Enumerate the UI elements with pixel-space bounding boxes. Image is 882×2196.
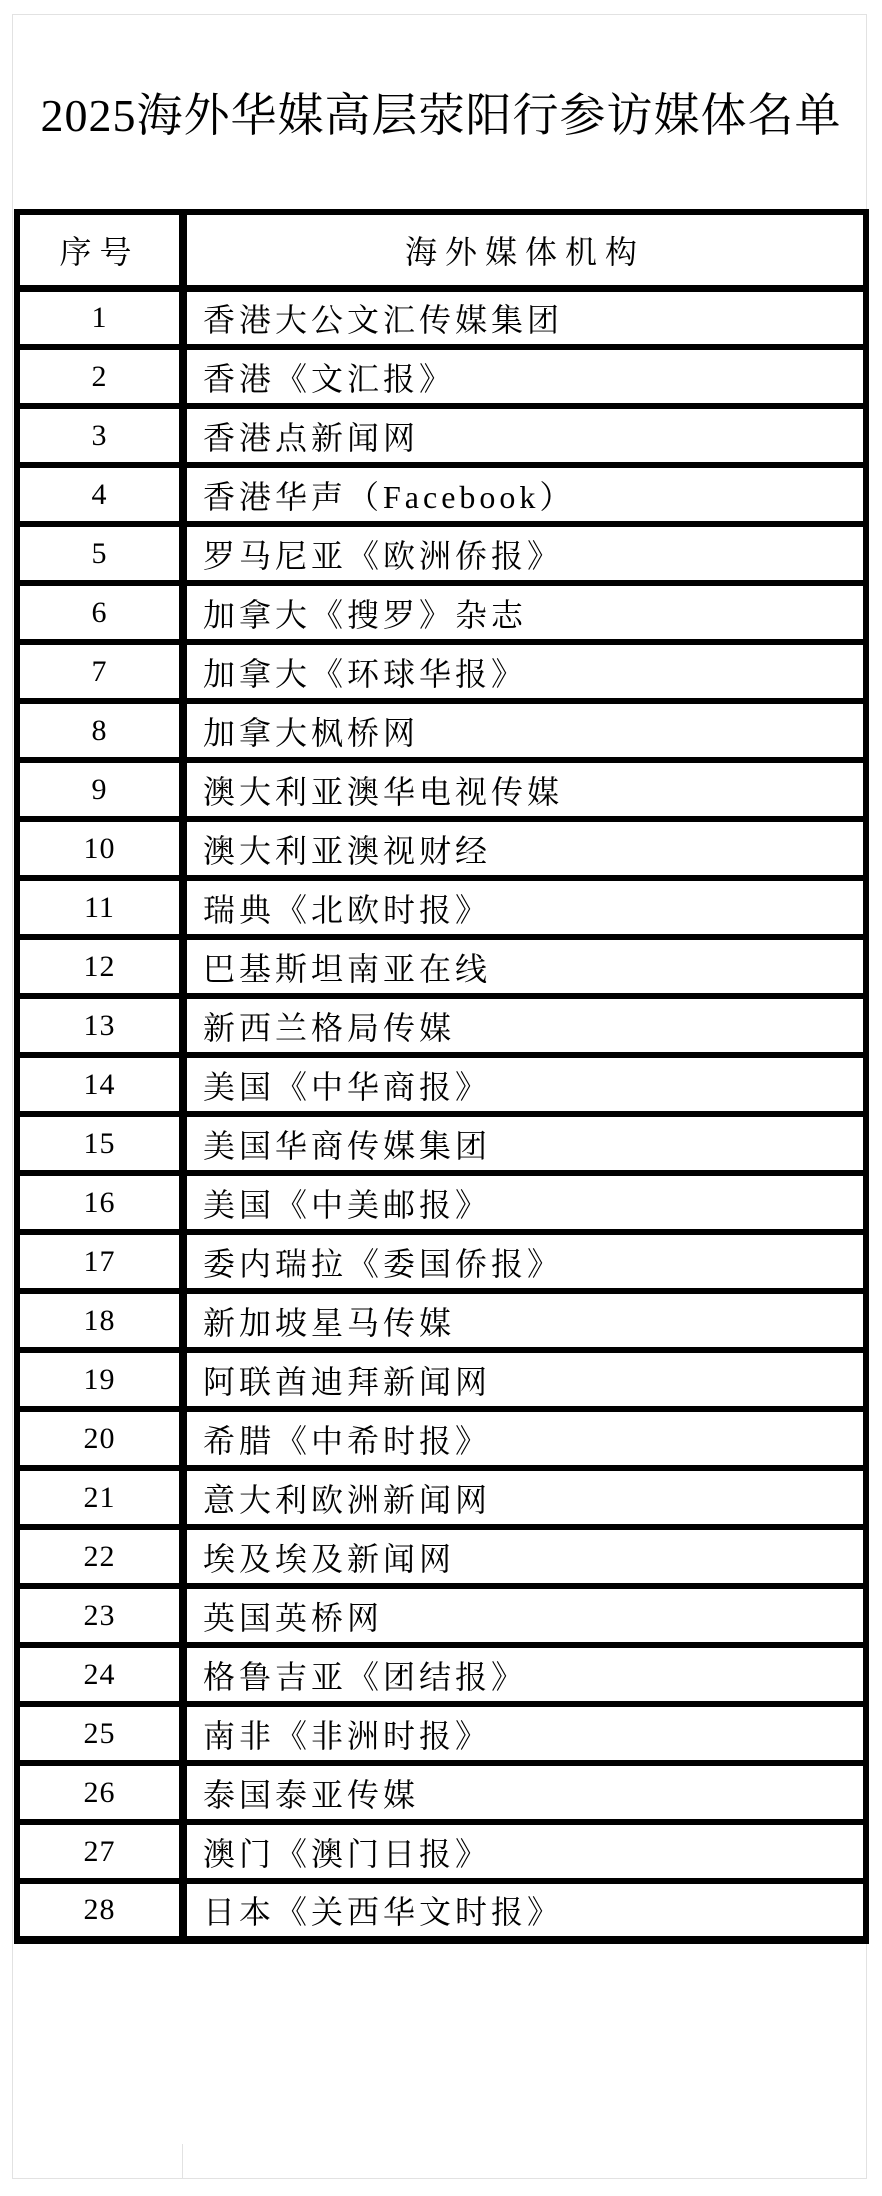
media-organization-name: 英国英桥网 bbox=[183, 1586, 866, 1645]
empty-row-grid-divider bbox=[182, 2144, 183, 2178]
row-index: 26 bbox=[17, 1763, 183, 1822]
row-index: 11 bbox=[17, 878, 183, 937]
row-index: 22 bbox=[17, 1527, 183, 1586]
row-index: 3 bbox=[17, 406, 183, 465]
row-index: 15 bbox=[17, 1114, 183, 1173]
media-organization-name: 澳门《澳门日报》 bbox=[183, 1822, 866, 1881]
media-organization-name: 加拿大枫桥网 bbox=[183, 701, 866, 760]
row-index: 16 bbox=[17, 1173, 183, 1232]
media-organization-name: 加拿大《搜罗》杂志 bbox=[183, 583, 866, 642]
row-index: 20 bbox=[17, 1409, 183, 1468]
media-organization-name: 美国《中美邮报》 bbox=[183, 1173, 866, 1232]
table-row bbox=[17, 819, 866, 878]
media-organization-name: 日本《关西华文时报》 bbox=[183, 1881, 866, 1940]
row-index: 8 bbox=[17, 701, 183, 760]
media-organization-name: 阿联酋迪拜新闻网 bbox=[183, 1350, 866, 1409]
table-row bbox=[17, 465, 866, 524]
table-row bbox=[17, 1822, 866, 1881]
media-organization-name: 巴基斯坦南亚在线 bbox=[183, 937, 866, 996]
table-row bbox=[17, 288, 866, 347]
table-row bbox=[17, 1527, 866, 1586]
media-organization-name: 加拿大《环球华报》 bbox=[183, 642, 866, 701]
row-index: 12 bbox=[17, 937, 183, 996]
row-index: 28 bbox=[17, 1881, 183, 1940]
media-organization-name: 格鲁吉亚《团结报》 bbox=[183, 1645, 866, 1704]
table-row bbox=[17, 524, 866, 583]
row-index: 9 bbox=[17, 760, 183, 819]
table-row bbox=[17, 1763, 866, 1822]
row-index: 6 bbox=[17, 583, 183, 642]
media-organization-name: 香港大公文汇传媒集团 bbox=[183, 288, 866, 347]
table-row bbox=[17, 1468, 866, 1527]
media-organization-name: 泰国泰亚传媒 bbox=[183, 1763, 866, 1822]
table-row bbox=[17, 937, 866, 996]
table-row bbox=[17, 1586, 866, 1645]
row-index: 10 bbox=[17, 819, 183, 878]
row-index: 13 bbox=[17, 996, 183, 1055]
media-organization-name: 委内瑞拉《委国侨报》 bbox=[183, 1232, 866, 1291]
row-index: 7 bbox=[17, 642, 183, 701]
table-row bbox=[17, 1645, 866, 1704]
table-row bbox=[17, 1173, 866, 1232]
media-organization-name: 希腊《中希时报》 bbox=[183, 1409, 866, 1468]
media-organization-name: 新西兰格局传媒 bbox=[183, 996, 866, 1055]
media-organization-name: 埃及埃及新闻网 bbox=[183, 1527, 866, 1586]
table-row bbox=[17, 1704, 866, 1763]
column-header-index: 序号 bbox=[17, 212, 183, 288]
row-index: 17 bbox=[17, 1232, 183, 1291]
media-organization-name: 罗马尼亚《欧洲侨报》 bbox=[183, 524, 866, 583]
page-title: 2025海外华媒高层荥阳行参访媒体名单 bbox=[40, 90, 842, 141]
media-organization-name: 美国《中华商报》 bbox=[183, 1055, 866, 1114]
table-row bbox=[17, 1232, 866, 1291]
media-organization-name: 香港点新闻网 bbox=[183, 406, 866, 465]
table-row bbox=[17, 1291, 866, 1350]
row-index: 25 bbox=[17, 1704, 183, 1763]
table-row bbox=[17, 1114, 866, 1173]
row-index: 5 bbox=[17, 524, 183, 583]
table-row bbox=[17, 996, 866, 1055]
media-organization-name: 澳大利亚澳华电视传媒 bbox=[183, 760, 866, 819]
table-row bbox=[17, 1881, 866, 1940]
row-index: 23 bbox=[17, 1586, 183, 1645]
row-index: 21 bbox=[17, 1468, 183, 1527]
table-row bbox=[17, 1409, 866, 1468]
table-row bbox=[17, 406, 866, 465]
title-band bbox=[0, 14, 882, 210]
table-header-row bbox=[17, 212, 866, 288]
table-row bbox=[17, 701, 866, 760]
table-row bbox=[17, 1350, 866, 1409]
row-index: 2 bbox=[17, 347, 183, 406]
table-row bbox=[17, 1055, 866, 1114]
media-organization-name: 瑞典《北欧时报》 bbox=[183, 878, 866, 937]
table-row bbox=[17, 642, 866, 701]
media-organization-name: 意大利欧洲新闻网 bbox=[183, 1468, 866, 1527]
media-organization-name: 南非《非洲时报》 bbox=[183, 1704, 866, 1763]
table-row bbox=[17, 760, 866, 819]
media-organization-name: 美国华商传媒集团 bbox=[183, 1114, 866, 1173]
media-organization-name: 澳大利亚澳视财经 bbox=[183, 819, 866, 878]
row-index: 19 bbox=[17, 1350, 183, 1409]
media-organization-name: 香港《文汇报》 bbox=[183, 347, 866, 406]
table-row bbox=[17, 583, 866, 642]
media-organization-name: 新加坡星马传媒 bbox=[183, 1291, 866, 1350]
row-index: 27 bbox=[17, 1822, 183, 1881]
row-index: 24 bbox=[17, 1645, 183, 1704]
media-list-table bbox=[14, 209, 869, 1944]
media-organization-name: 香港华声（Facebook） bbox=[183, 465, 866, 524]
row-index: 1 bbox=[17, 288, 183, 347]
row-index: 18 bbox=[17, 1291, 183, 1350]
table-row bbox=[17, 347, 866, 406]
row-index: 14 bbox=[17, 1055, 183, 1114]
row-index: 4 bbox=[17, 465, 183, 524]
table-row bbox=[17, 878, 866, 937]
column-header-organization: 海外媒体机构 bbox=[183, 212, 866, 288]
